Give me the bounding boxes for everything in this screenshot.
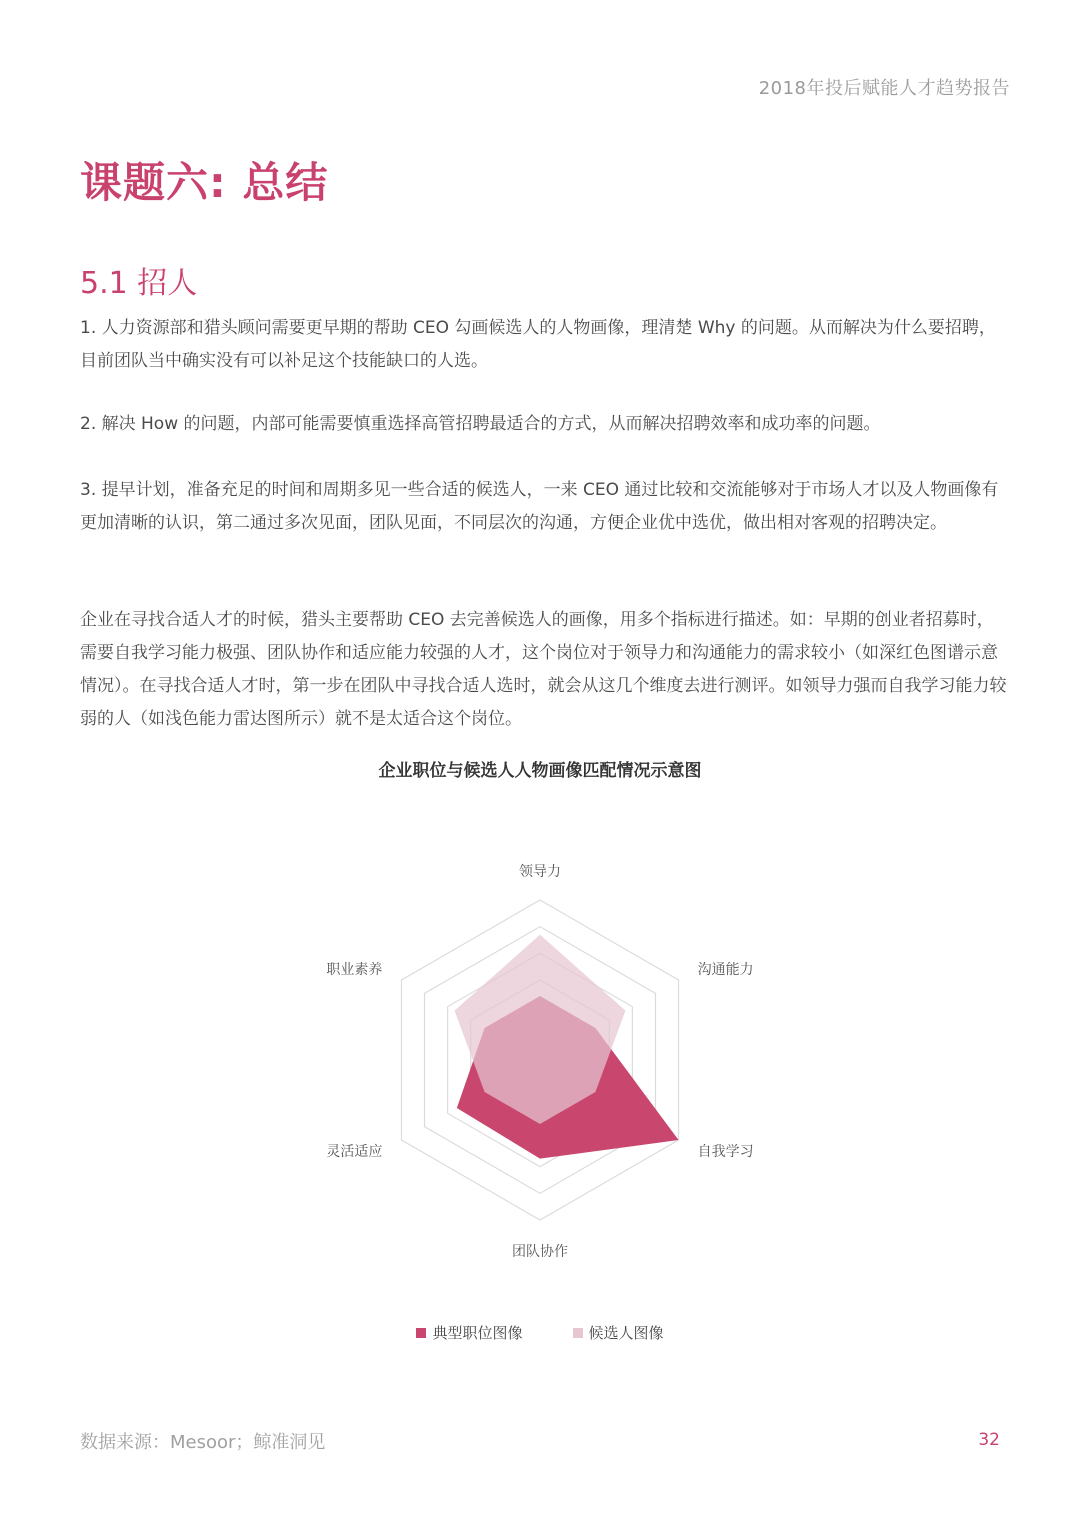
paragraph-2: 2. 解决 How 的问题，内部可能需要慎重选择高管招聘最适合的方式，从而解决招聘效率和成功率的问题。 bbox=[80, 414, 881, 434]
chart-legend bbox=[0, 1322, 1080, 1343]
axis-label-adaptability: 灵活适应 bbox=[326, 1144, 383, 1160]
section-title: 5.1 招人 bbox=[80, 266, 198, 301]
paragraph-1: 1. 人力资源部和猎头顾问需要更早期的帮助 CEO 勾画候选人的人物画像，理清楚 Why 的问题。从而解决为什么要招聘，目前团队当中确实没有可以补足这个技能缺口的人选。 bbox=[80, 318, 996, 371]
legend-item-candidate bbox=[573, 1322, 664, 1343]
axis-label-communication: 沟通能力 bbox=[697, 962, 754, 978]
report-header-title: 2018年投后赋能人才趋势报告 bbox=[758, 78, 1010, 99]
paragraph-4: 企业在寻找合适人才的时候，猎头主要帮助 CEO 去完善候选人的画像，用多个指标进行描述。如：早期的创业者招募时，需要自我学习能力极强、团队协作和适应能力较强的人才，这个岗位对于领导力和沟通能力的需求较小（如深红色图谱示意情况）。在寻找合适人才时，第一步在团队中寻找合适人选时，就会从这几个维度去进行测评。如领导力强而自我学习能力较弱的人（如浅色能力雷达图所示）就不是太适合这个岗位。 bbox=[80, 610, 1007, 729]
axis-label-self-learning: 自我学习 bbox=[697, 1144, 754, 1160]
legend-label-candidate: 候选人图像 bbox=[588, 1324, 664, 1342]
page-title: 课题六: 总结 bbox=[80, 158, 329, 207]
axis-label-teamwork: 团队协作 bbox=[512, 1244, 568, 1260]
axis-label-leadership: 领导力 bbox=[519, 864, 561, 880]
legend-label-typical-position: 典型职位图像 bbox=[432, 1324, 523, 1342]
legend-swatch-candidate bbox=[573, 1328, 583, 1338]
legend-item-typical-position bbox=[416, 1322, 522, 1343]
data-source: 数据来源：Mesoor；鲸准洞见 bbox=[80, 1432, 326, 1453]
radar-chart bbox=[280, 800, 800, 1320]
axis-label-professionalism: 职业素养 bbox=[326, 962, 383, 978]
legend-swatch-typical-position bbox=[416, 1328, 426, 1338]
chart-title: 企业职位与候选人人物画像匹配情况示意图 bbox=[378, 761, 702, 781]
page-number: 32 bbox=[978, 1430, 1000, 1450]
paragraph-3: 3. 提早计划，准备充足的时间和周期多见一些合适的候选人，一来 CEO 通过比较和交流能够对于市场人才以及人物画像有更加清晰的认识，第二通过多次见面，团队见面，不同层次的沟通，方便企业优中选优，做出相对客观的招聘决定。 bbox=[80, 480, 999, 533]
